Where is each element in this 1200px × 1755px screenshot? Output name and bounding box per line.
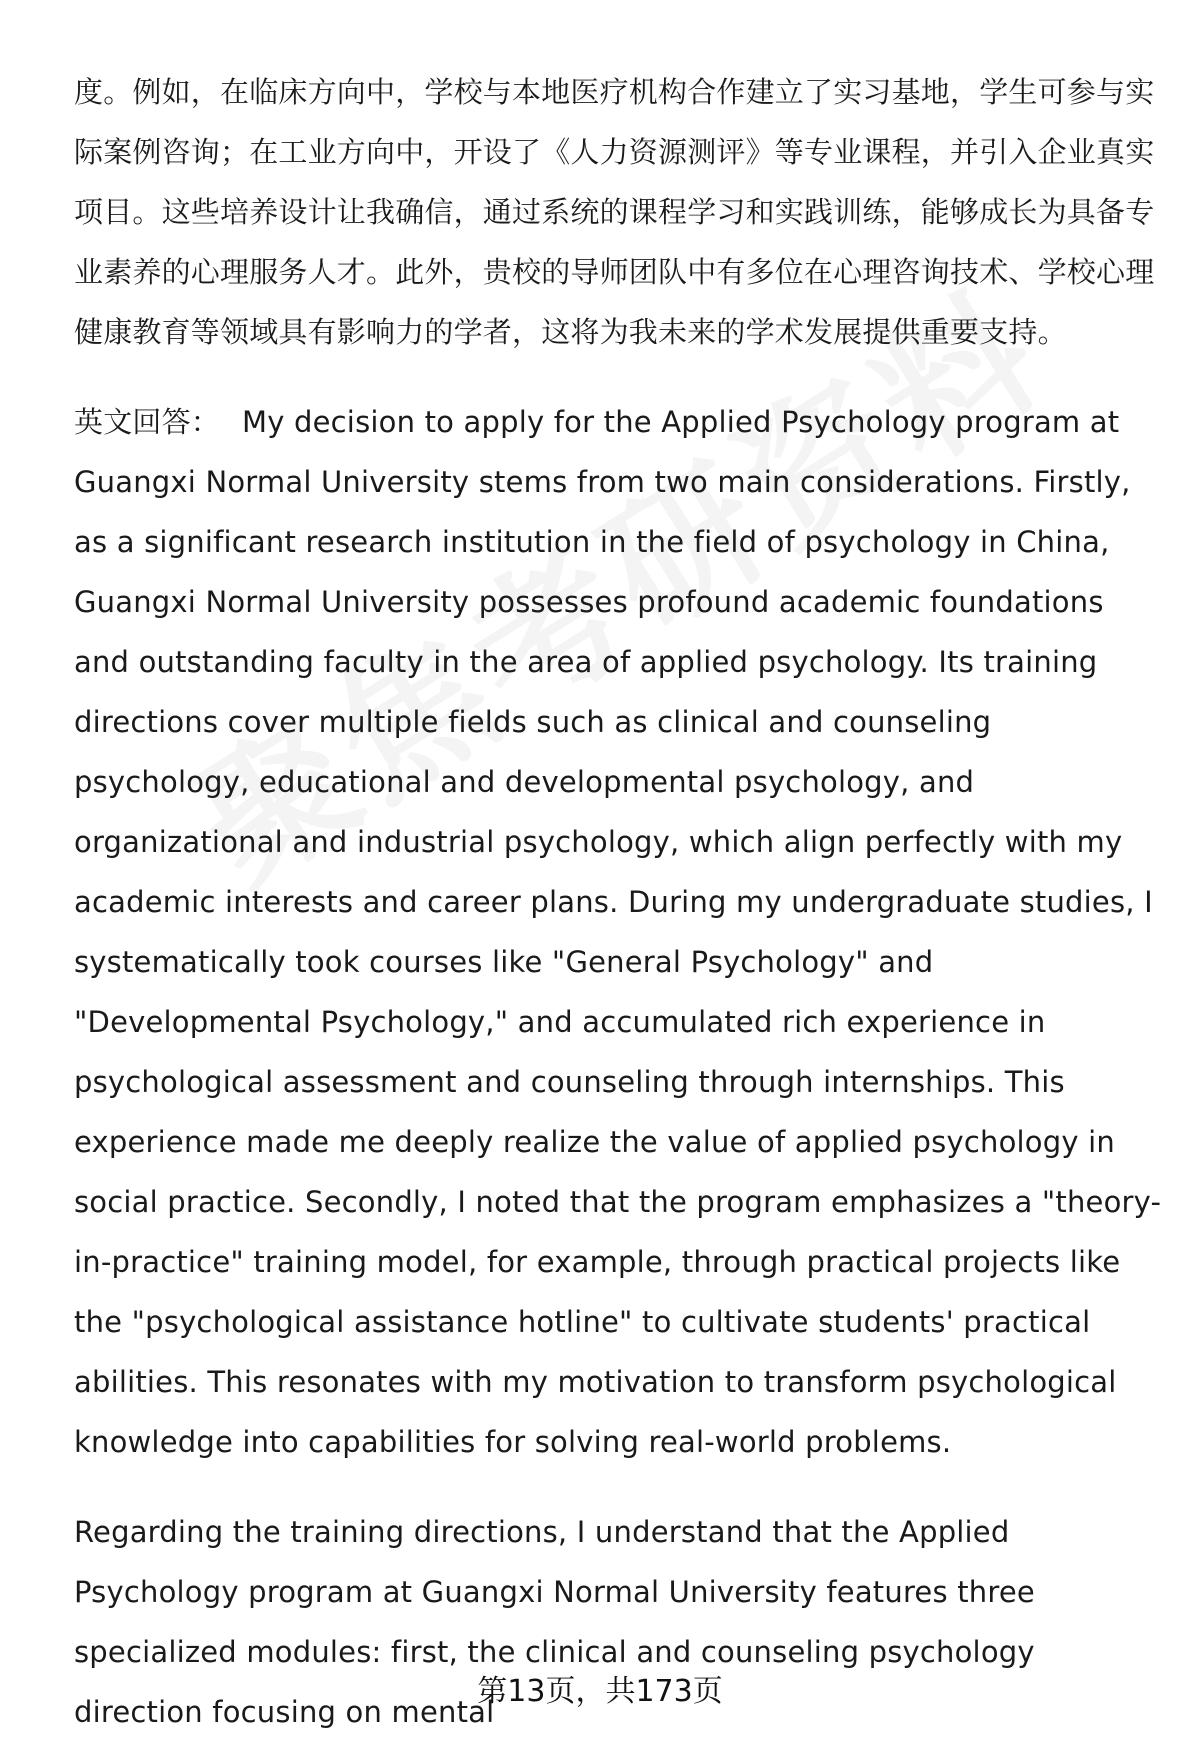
- paragraph-en-2: Regarding the training directions, I understand that the Applied Psychology program at Guangxi Normal University features three specialized modules: first, the clinical and counseling psychology direction focusing on mental: [74, 1515, 1035, 1729]
- document-body: [74, 62, 1166, 1742]
- paragraph-english-answer: [74, 392, 1166, 1472]
- english-answer-label: 英文回答：: [74, 405, 221, 439]
- paragraph-en-1-text: My decision to apply for the Applied Psychology program at Guangxi Normal University stems from two main considerations. Firstly, as a significant research institution in the field of psychology in China, Guangxi Normal University possesses profound academic foundations and outstanding faculty in the area of applied psychology. Its training directions cover multiple fields such as clinical and counseling psychology, educational and developmental psychology, and organizational and industrial psychology, which align perfectly with my academic interests and career plans. During my undergraduate studies, I systematically took courses like "General Psychology" and "Developmental Psychology," and accumulated rich experience in psychological assessment and counseling through internships. This experience made me deeply realize the value of applied psychology in social practice. Secondly, I noted that the program emphasizes a "theory-in-practice" training model, for example, through practical projects like the "psychological assistance hotline" to cultivate students' practical abilities. This resonates with my motivation to transform psychological knowledge into capabilities for solving real-world problems.: [74, 405, 1162, 1459]
- page-number-footer: 第13页，共173页: [477, 1674, 723, 1709]
- paragraph-cn-continuation: 度。例如，在临床方向中，学校与本地医疗机构合作建立了实习基地，学生可参与实际案例咨询；在工业方向中，开设了《人力资源测评》等专业课程，并引入企业真实项目。这些培养设计让我确信，通过系统的课程学习和实践训练，能够成长为具备专业素养的心理服务人才。此外，贵校的导师团队中有多位在心理咨询技术、学校心理健康教育等领域具有影响力的学者，这将为我未来的学术发展提供重要支持。: [74, 75, 1155, 349]
